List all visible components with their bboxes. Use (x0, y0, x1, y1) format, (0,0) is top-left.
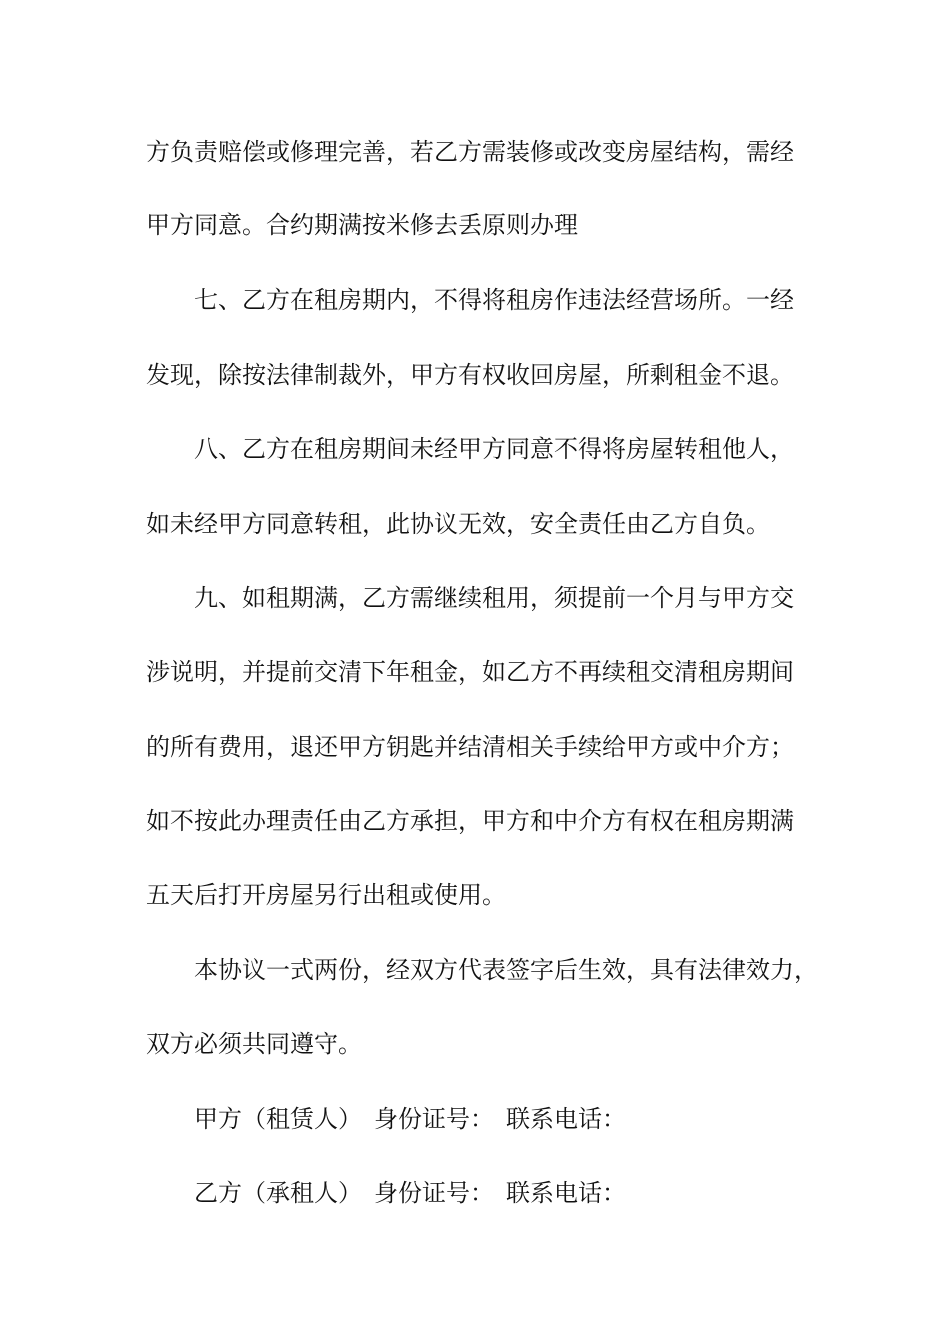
party-b-signature-line: 乙方（承租人） 身份证号： 联系电话： (194, 1179, 626, 1207)
clause-7-line-2: 发现，除按法律制裁外，甲方有权收回房屋，所剩租金不退。 (146, 361, 794, 389)
clause-7-line-1: 七、乙方在租房期内，不得将租房作违法经营场所。一经 (194, 286, 794, 314)
clause-9-line-3: 的所有费用，退还甲方钥匙并结清相关手续给甲方或中介方； (146, 733, 794, 761)
agreement-copies-line-2: 双方必须共同遵守。 (146, 1030, 362, 1058)
clause-9-line-2: 涉说明，并提前交清下年租金，如乙方不再续租交清租房期间 (146, 658, 794, 686)
clause-9-line-4: 如不按此办理责任由乙方承担，甲方和中介方有权在租房期满 (146, 807, 794, 835)
clause-8-line-1: 八、乙方在租房期间未经甲方同意不得将房屋转租他人， (194, 435, 794, 463)
clause-8-line-2: 如未经甲方同意转租，此协议无效，安全责任由乙方自负。 (146, 510, 770, 538)
clause-6-continuation-line-1: 方负责赔偿或修理完善，若乙方需装修或改变房屋结构，需经 (146, 138, 794, 166)
agreement-copies-line-1: 本协议一式两份，经双方代表签字后生效，具有法律效力， (194, 956, 818, 984)
clause-9-line-5: 五天后打开房屋另行出租或使用。 (146, 881, 506, 909)
clause-6-continuation-line-2: 甲方同意。合约期满按米修去丢原则办理 (146, 211, 578, 239)
party-a-signature-line: 甲方（租赁人） 身份证号： 联系电话： (194, 1105, 626, 1133)
clause-9-line-1: 九、如租期满，乙方需继续租用，须提前一个月与甲方交 (194, 584, 794, 612)
